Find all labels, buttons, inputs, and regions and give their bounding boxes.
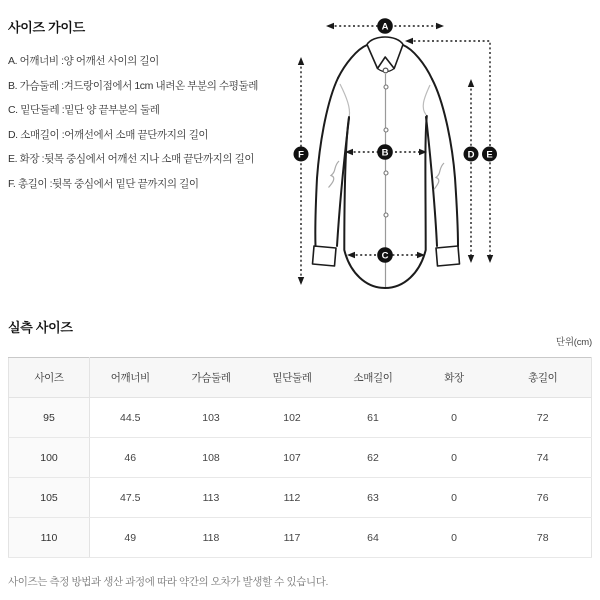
actual-size-title: 실측 사이즈 — [8, 319, 73, 335]
svg-text:E: E — [486, 149, 493, 161]
guide-item-c: C. 밑단둘레 :밑단 양 끝부분의 둘레 — [8, 104, 160, 116]
table-cell: 46 — [90, 438, 171, 478]
svg-text:F: F — [298, 149, 304, 161]
table-cell: 63 — [333, 478, 414, 518]
badge-d — [464, 147, 479, 162]
table-cell: 108 — [171, 438, 252, 478]
table-row-105 — [9, 478, 592, 518]
column-header-total-length: 총길이 — [495, 358, 592, 398]
table-cell: 100 — [9, 438, 90, 478]
table-cell: 0 — [414, 518, 495, 558]
table-cell: 76 — [495, 478, 592, 518]
svg-text:D: D — [467, 149, 475, 161]
table-cell: 117 — [252, 518, 333, 558]
badge-b — [377, 144, 393, 160]
unit-label: 단위(cm) — [555, 337, 592, 348]
table-cell: 61 — [333, 398, 414, 438]
column-header-chest: 가슴둘레 — [171, 358, 252, 398]
svg-text:C: C — [381, 250, 389, 262]
size-table — [8, 357, 592, 558]
table-cell: 0 — [414, 398, 495, 438]
column-header-hem: 밑단둘레 — [252, 358, 333, 398]
table-cell: 113 — [171, 478, 252, 518]
table-cell: 102 — [252, 398, 333, 438]
table-cell: 110 — [9, 518, 90, 558]
badge-c — [377, 247, 393, 263]
table-cell: 44.5 — [90, 398, 171, 438]
guide-item-d: D. 소매길이 :어깨선에서 소매 끝단까지의 길이 — [8, 128, 209, 141]
svg-text:B: B — [381, 147, 389, 159]
table-cell: 95 — [9, 398, 90, 438]
table-cell: 0 — [414, 438, 495, 478]
guide-item-a: A. 어깨너비 :양 어깨선 사이의 길이 — [8, 55, 159, 67]
table-row-95 — [9, 398, 592, 438]
table-cell: 49 — [90, 518, 171, 558]
shirt-measurement-diagram — [285, 5, 595, 305]
measurement-guide-list — [8, 49, 258, 196]
badge-a — [377, 18, 393, 34]
table-row-100 — [9, 438, 592, 478]
table-cell: 105 — [9, 478, 90, 518]
column-header-size: 사이즈 — [9, 358, 90, 398]
table-cell: 107 — [252, 438, 333, 478]
table-cell: 64 — [333, 518, 414, 558]
table-cell: 62 — [333, 438, 414, 478]
column-header-shoulder: 어깨너비 — [90, 358, 171, 398]
table-cell: 74 — [495, 438, 592, 478]
table-row-110 — [9, 518, 592, 558]
badge-e — [482, 147, 497, 162]
table-cell: 118 — [171, 518, 252, 558]
size-disclaimer-note: 사이즈는 측정 방법과 생산 과정에 따라 약간의 오차가 발생할 수 있습니다. — [8, 576, 328, 588]
shirt-collar — [367, 37, 403, 72]
collar-button — [383, 68, 388, 73]
column-header-hwajang: 화장 — [414, 358, 495, 398]
guide-item-b: B. 가슴둘레 :겨드랑이점에서 1cm 내려온 부분의 수평둘레 — [8, 79, 258, 92]
table-cell: 0 — [414, 478, 495, 518]
column-header-sleeve: 소매길이 — [333, 358, 414, 398]
table-cell: 72 — [495, 398, 592, 438]
table-header-row — [9, 358, 592, 398]
measure-line-e — [409, 41, 493, 258]
guide-item-e: E. 화장 :뒷목 중심에서 어깨선 지나 소매 끝단까지의 길이 — [8, 153, 255, 165]
svg-text:A: A — [381, 21, 389, 33]
table-cell: 47.5 — [90, 478, 171, 518]
table-cell: 78 — [495, 518, 592, 558]
table-cell: 103 — [171, 398, 252, 438]
badge-f — [294, 147, 309, 162]
size-guide-title: 사이즈 가이드 — [8, 19, 85, 35]
guide-item-f: F. 총길이 :뒷목 중심에서 밑단 끝까지의 길이 — [8, 177, 199, 190]
table-cell: 112 — [252, 478, 333, 518]
